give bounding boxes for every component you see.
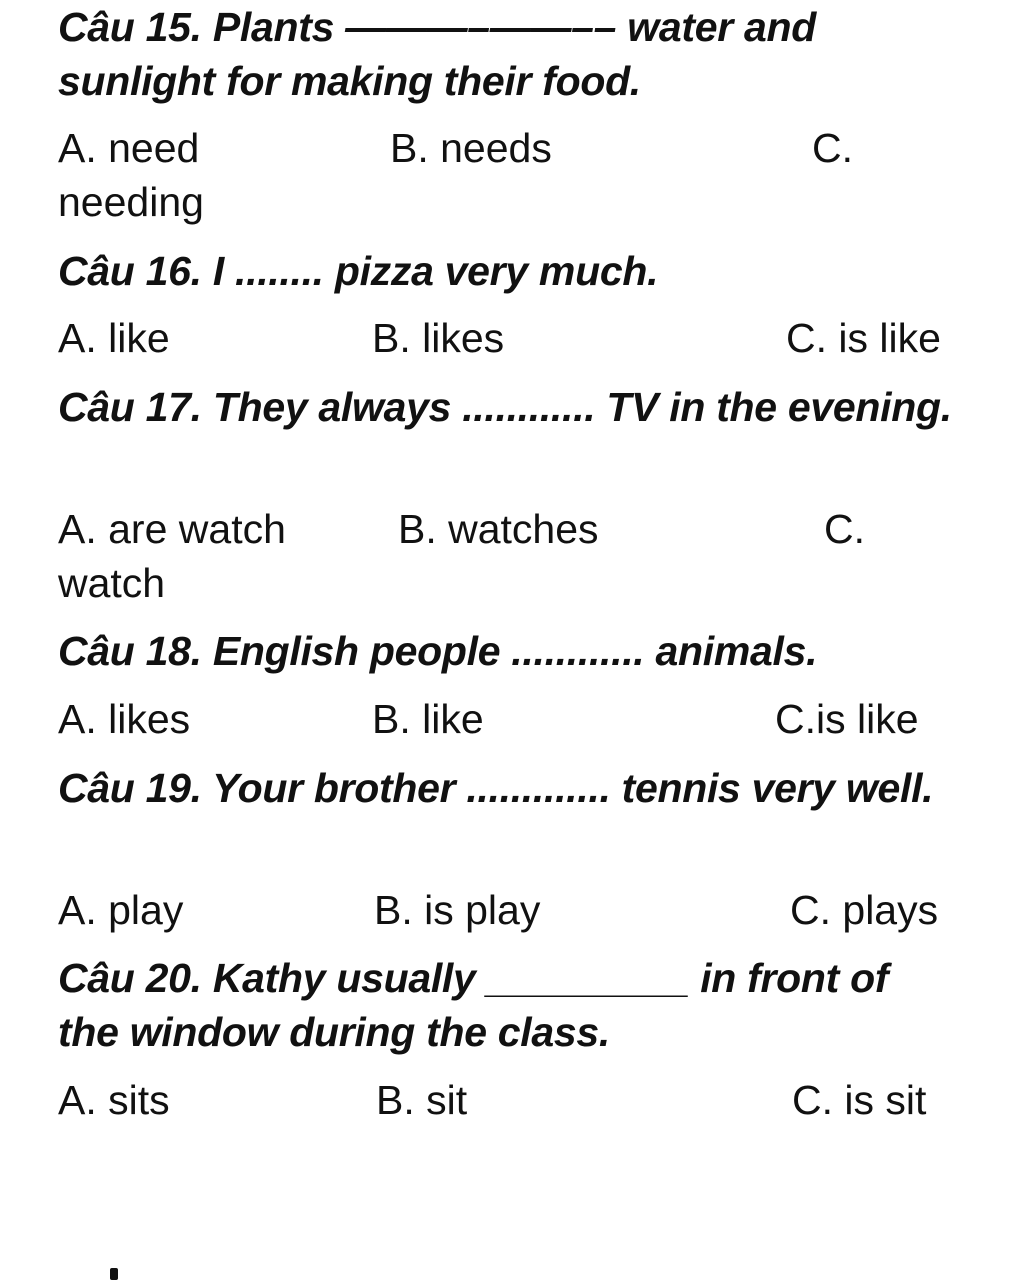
question-15-option-c: C. <box>812 125 853 171</box>
question-18-option-c: C.is like <box>775 696 919 742</box>
question-18-stem: Câu 18. English people ............ animals. <box>58 628 818 674</box>
question-20-option-b: B. sit <box>376 1077 468 1123</box>
cropped-text-fragment <box>110 1268 118 1280</box>
question-18-option-b: B. like <box>372 696 484 742</box>
question-19-option-a: A. play <box>58 887 184 933</box>
question-16-option-c: C. is like <box>786 315 941 361</box>
question-18-option-a: A. likes <box>58 696 191 742</box>
question-15-option-b: B. needs <box>390 125 552 171</box>
question-16-option-b: B. likes <box>372 315 505 361</box>
question-17-option-b: B. watches <box>398 506 599 552</box>
question-16-stem: Câu 16. I ........ pizza very much. <box>58 248 659 294</box>
question-20-stem: Câu 20. Kathy usually _________ in front of the window during the class. <box>58 955 889 1055</box>
question-19-stem: Câu 19. Your brother ............. tennis very well. <box>58 765 934 811</box>
question-17-option-a: A. are watch <box>58 506 286 552</box>
question-17-stem: Câu 17. They always ............ TV in the evening. <box>58 384 952 430</box>
question-15-stem: Câu 15. Plants ———–——–– water and sunlight for making their food. <box>58 4 816 104</box>
question-17-option-c-continued: watch <box>58 560 166 606</box>
question-20-option-c: C. is sit <box>792 1077 927 1123</box>
question-16-option-a: A. like <box>58 315 170 361</box>
question-19-option-b: B. is play <box>374 887 541 933</box>
question-19-option-c: C. plays <box>790 887 939 933</box>
question-20-option-a: A. sits <box>58 1077 170 1123</box>
question-15-option-a: A. need <box>58 125 200 171</box>
question-15-option-c-continued: needing <box>58 179 204 225</box>
question-17-option-c: C. <box>824 506 865 552</box>
